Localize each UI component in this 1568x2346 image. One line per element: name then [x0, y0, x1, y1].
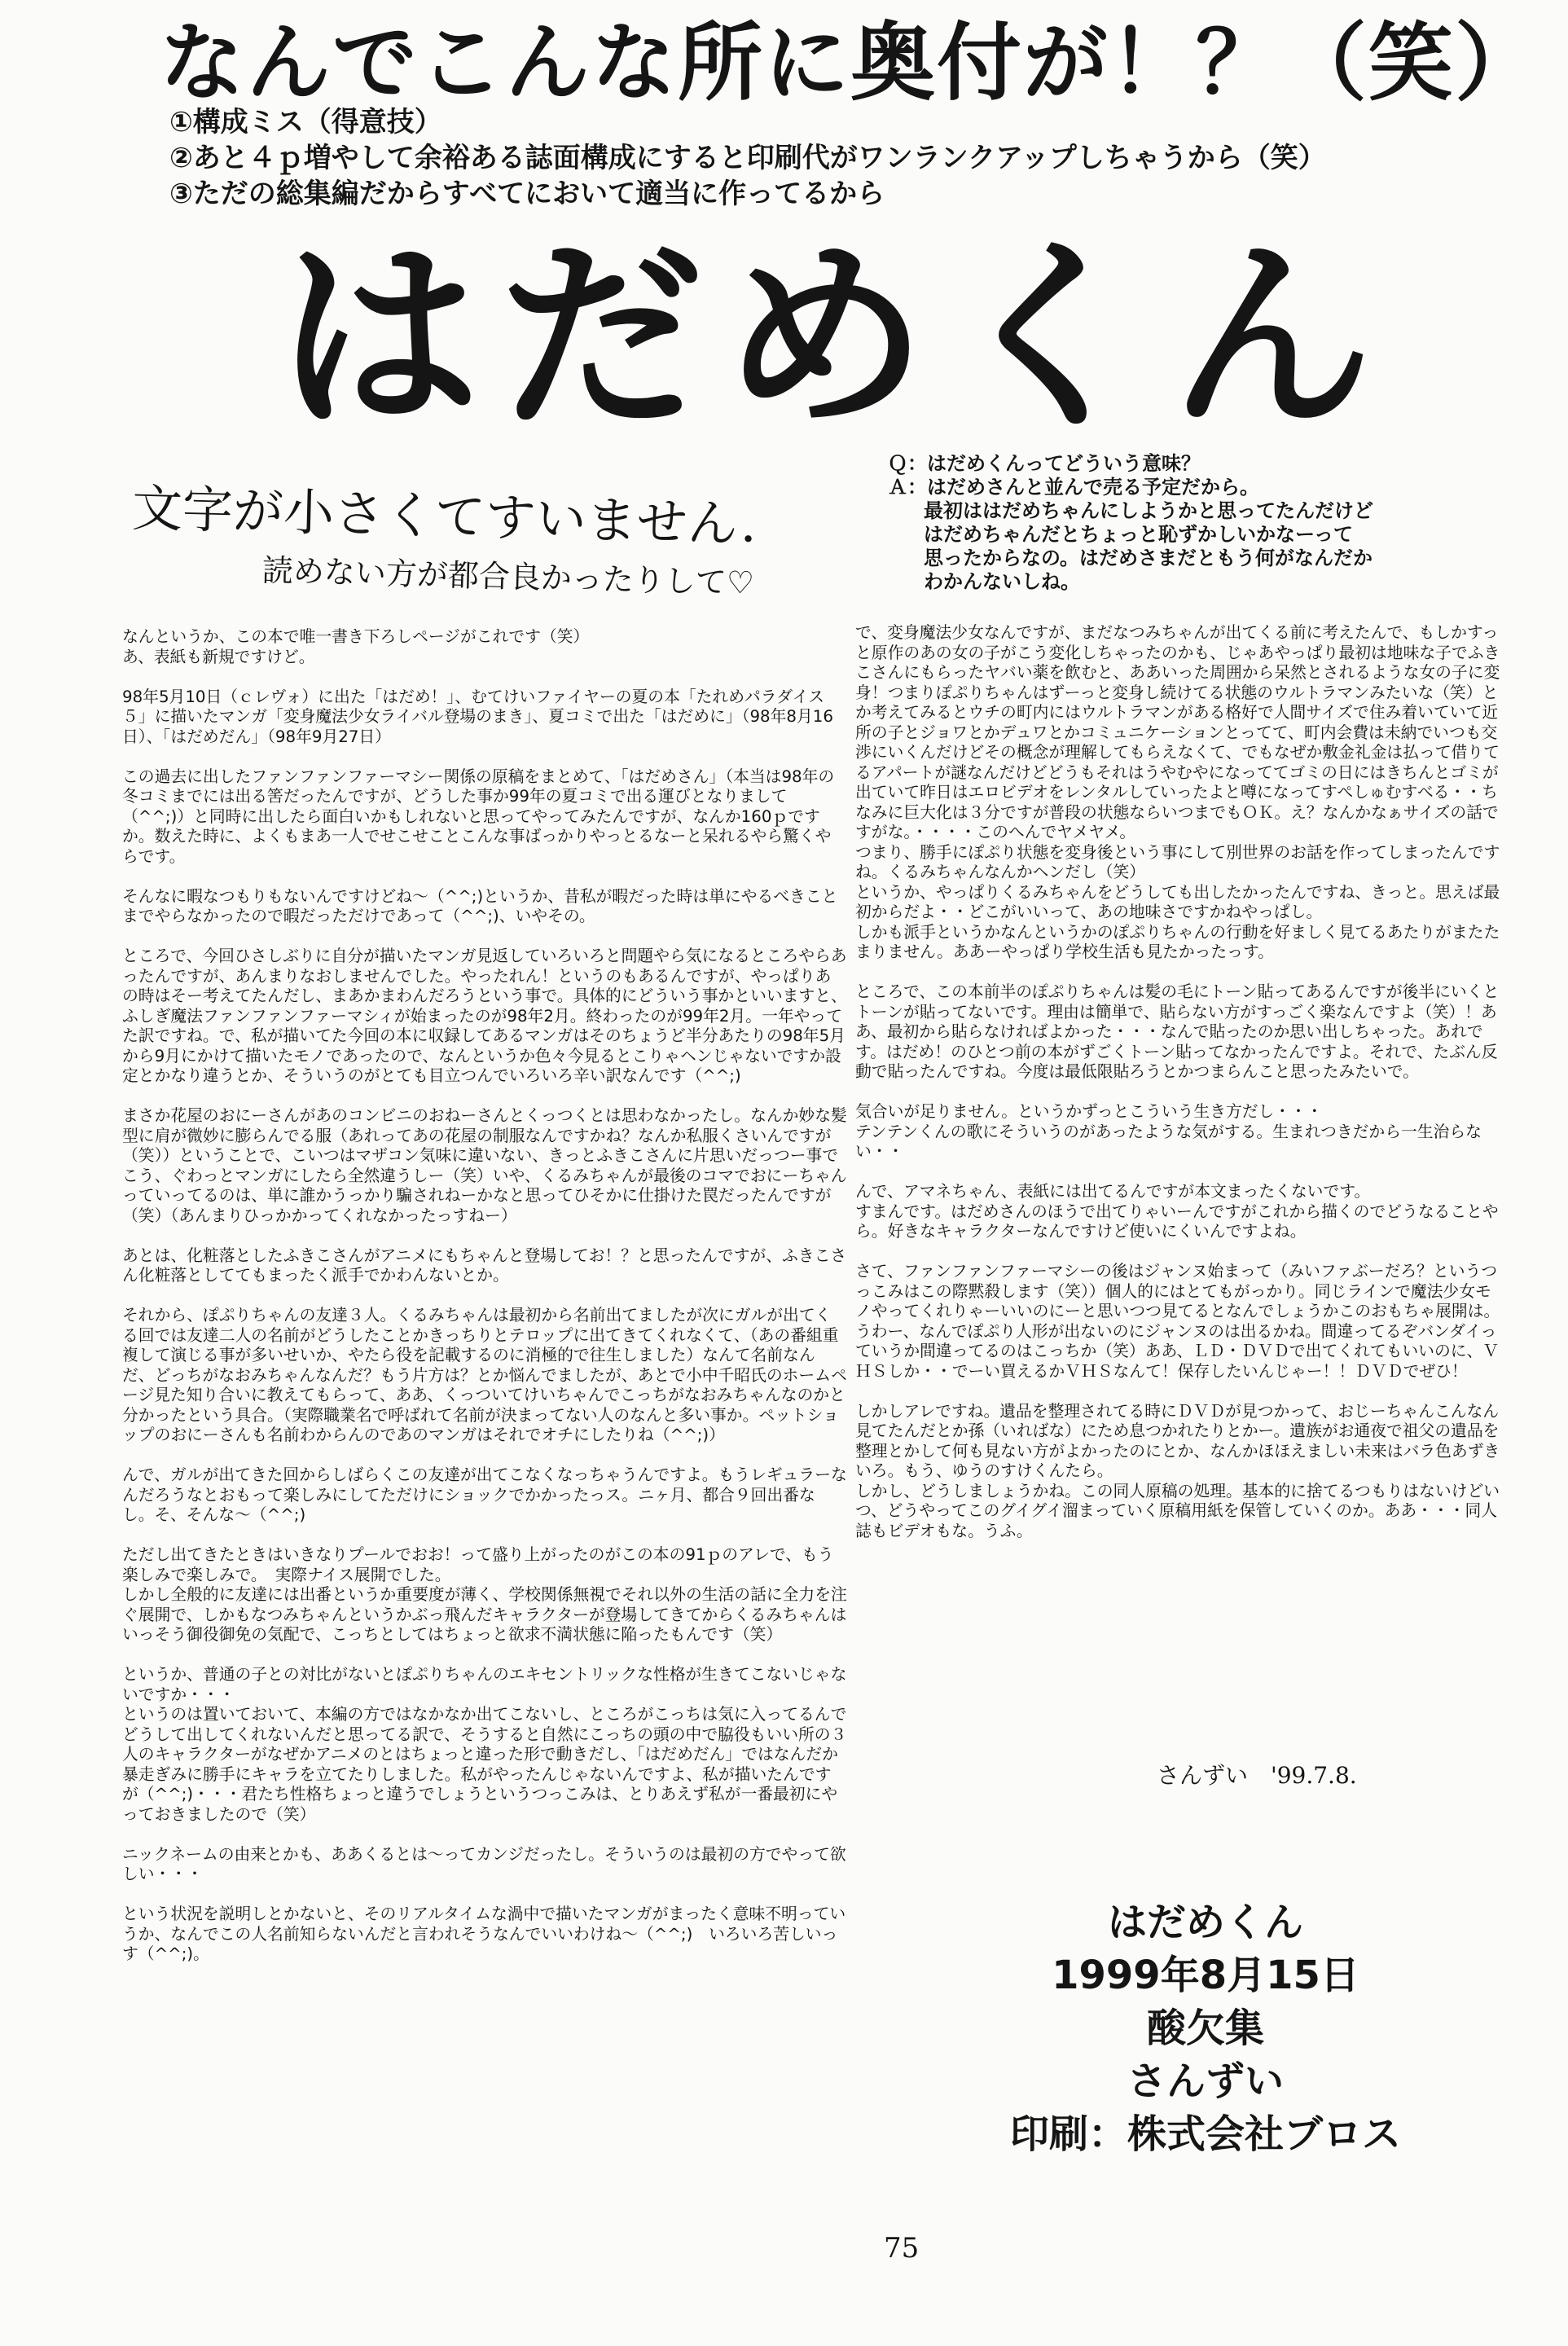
colophon-printer: 印刷：株式会社ブロス — [1009, 2111, 1401, 2157]
handwritten-line: 文字が小さくてすいません． — [131, 478, 793, 556]
paragraph: 98年5月10日（ｃレヴォ）に出た「はだめ！」、むてけいファイヤーの夏の本「たれめパラダイス５」に描いたマンガ「変身魔法少女ライバル登場のまき」、夏コミで出た「はだめに」（98年8月16日）、「はだめだん」（98年9月27日） — [122, 687, 833, 746]
reasons-list — [169, 104, 1489, 212]
paragraph: んで、アマネちゃん、表紙には出てるんですが本文まったくないです。 すまんです。はだめさんのほうで出てりゃいーんですがこれから描くのでどうなることやら。好きなキャラクターなんですけど使いにくいんですよね。 — [855, 1182, 1499, 1241]
left-column — [122, 627, 847, 1984]
big-title: はだめくん — [277, 219, 1393, 456]
qa-box — [888, 452, 1507, 594]
colophon-title: はだめくん — [1107, 1900, 1303, 1945]
paragraph: それから、ぽぷりちゃんの友達３人。くるみちゃんは最初から名前出てましたが次にガルが出てくる回では友達二人の名前がどうしたことかきっちりとテロップに出てきてくれなくて、（あの番組重複して演じる事が多いせいか、やたら役を記載するのに消極的で往生しました）なんて名前なんだ、どっちがなおみちゃんなんだ？もう片方は？とか悩んでましたが、あとで小中千昭氏のホームページ見た知り合いに教えてもらって、ああ、くっついてけいちゃんでこっちがなおみちゃんなのかと分かったという具合。（実際職業名で呼ばれて名前が決まってない人のなんと多い事か。ペットショップのおにーさんも名前わからんのであのマンガはそれでオチにしたりね（^^;)） — [122, 1306, 847, 1444]
colophon — [977, 1896, 1434, 2161]
paragraph: しかしアレですね。遺品を整理されてる時にＤＶＤが見つかって、おじーちゃんこんなん見てたんだとか孫（いればな）にため息つかれたりとかー。遺族がお通夜で祖父の遺品を整理とかして何も見ない方がよかったのにとか、なんかほほえましい未来はバラ色あずきいろ。もう、ゆうのすけくんたら。 しかし、どうしましょうかね。この同人原稿の処理。基本的に捨てるつもりはないけどいつ、どうやってこのグイグイ溜まっていく原稿用紙を保管していくのか。ああ・・・同人誌もビデオもな。うふ。 — [855, 1401, 1500, 1540]
headline: なんでこんな所に奥付が！？（笑） — [160, 13, 1542, 112]
qa-answer-line: わかんないしね。 — [924, 570, 1080, 593]
paragraph: なんというか、この本で唯一書き下ろしページがこれです（笑） あ、表紙も新規ですけど。 — [122, 627, 590, 666]
signature: さんずい '99.7.8. — [1157, 1762, 1357, 1789]
colophon-author: さんずい — [1127, 2058, 1284, 2104]
paragraph: さて、ファンファンファーマシーの後はジャンヌ始まって（みいファぶーだろ？というつっこみはこの際黙殺します（笑））個人的にはとてもがっかり。同じラインで魔法少女モノやってくれりゃーいいのにーと思いつつ見てるとなんでしょうかこのおもちゃ展開は。うわー、なんでぽぷり人形が出ないのにジャンヌのは出るかね。間違ってるぞバンダイっていうか間違ってるのはこっちか（笑）ああ、ＬＤ・ＤＶＤで出てくれてもいいのに、ＶＨＳしか・・でーい買えるかＶＨＳなんて！保存したいんじゃー！！ＤＶＤでぜひ！ — [855, 1262, 1500, 1381]
paragraph: ただし出てきたときはいきなりプールでおお！って盛り上がったのがこの本の91ｐのアレで、もう楽しみで楽しみで。 実際ナイス展開でした。 しかし全般的に友達には出番というか重要度が薄く、学校関係無視でそれ以外の生活の話に全力を注ぐ展開で、しかもなつみちゃんというかぶっ飛んだキャラクターが登場してきてからくるみちゃんはいっそう御役御免の気配で、こっちとしてはちょっと欲求不満状態に陥ったもんです（笑） — [122, 1545, 847, 1644]
page-number: 75 — [884, 2232, 920, 2265]
paragraph: あとは、化粧落としたふきこさんがアニメにもちゃんと登場してお！？と思ったんですが、ふきこさん化粧落としててもまったく派手でかわんないとか。 — [122, 1245, 847, 1285]
paragraph: ニックネームの由来とかも、ああくるとは～ってカンジだったし。そういうのは最初の方でやって欲しい・・・ — [122, 1844, 846, 1883]
paragraph: 気合いが足りません。というかずっとこういう生き方だし・・・ テンテンくんの歌にそういうのがあったような気がする。生まれつきだから一生治らない・・ — [855, 1102, 1482, 1161]
reason-item: ③ただの総集編だからすべてにおいて適当に作ってるから — [169, 178, 885, 210]
paragraph: そんなに暇なつもりもないんですけどね～（^^;)というか、昔私が暇だった時は単にやるべきことまでやらなかったので暇だっただけであって（^^;)、いやその。 — [122, 886, 838, 925]
right-column — [855, 623, 1507, 1562]
colophon-date: 1999年8月15日 — [1052, 1953, 1359, 1998]
paragraph: ところで、この本前半のぽぷりちゃんは髪の毛にトーン貼ってあるんですが後半にいくとトーンが貼ってないです。理由は簡単で、貼らない方がすっごく楽なんですよ（笑）！ああ、最初から貼らなければよかった・・・なんで貼ったのか思い出しちゃった。あれです。はだめ！のひとつ前の本がずごくトーン貼ってなかったんですよ。それで、たぶん反動で貼ったんですね。今度は最低限貼ろうとかつまらんこと思ったみたいで。 — [855, 982, 1500, 1081]
colophon-circle: 酸欠集 — [1146, 2006, 1264, 2051]
qa-answer-line: はだめちゃんだとちょっと恥ずかしいかなーって — [924, 523, 1354, 546]
paragraph: という状況を説明しとかないと、そのリアルタイムな渦中で描いたマンガがまったく意味不明っていうか、なんでこの人名前知らないんだと言われそうなんでいいわけね～（^^;) いろいろ苦しいっす（^^;)。 — [122, 1904, 846, 1963]
reason-item: ①構成ミス（得意技） — [169, 106, 442, 138]
qa-answer-line: Ａ：はだめさんと並んで売る予定だから。 — [888, 476, 1259, 499]
paragraph: ところで、今回ひさしぶりに自分が描いたマンガ見返していろいろと問題やら気になるところやらあったんですが、あんまりなおしませんでした。やったれん！というのもあるんですが、やっぱりあの時はそー考えてたんだし、まあかまわんだろうという事で。具体的にどういう事かといいますと、ふしぎ魔法ファンファンファーマシィが始まったのが98年2月。終わったのが99年2月。一年やってた訳ですね。で、私が描いてた今回の本に収録してあるマンガはそのちょうど半分あたりの98年5月から9月にかけて描いたモノであったので、なんというか色々今見るとこりゃヘンじゃないですか設定とかなり違うとか、そういうのがとても目立つんでいろいろ辛い訳なんです（^^;) — [122, 947, 847, 1085]
paragraph: この過去に出したファンファンファーマシー関係の原稿をまとめて、「はだめさん」（本当は98年の冬コミまでには出る筈だったんですが、どうした事か99年の夏コミで出る運びとなりまして（^^;)）と同時に出したら面白いかもしれないと思ってやってみたんですが、なんか160ｐですか。数えた時に、よくもまあ一人でせこせことこんな事ばっかりやっとるなーと呆れるやら驚くやらです。 — [122, 767, 835, 866]
reason-item: ②あと４ｐ増やして余裕ある誌面構成にすると印刷代がワンランクアップしちゃうから（笑） — [169, 142, 1326, 174]
qa-answer-line: 最初ははだめちゃんにしようかと思ってたんだけど — [924, 499, 1373, 522]
paragraph: というか、普通の子との対比がないとぽぷりちゃんのエキセントリックな性格が生きてこないじゃないですか・・・ というのは置いておいて、本編の方ではなかなか出てこないし、ところがこっちは気に入ってるんでどうして出してくれないんだと思ってる訳で、そうすると自然にこっちの頭の中で脇役もいい所の３人のキャラクターがなぜかアニメのとはちょっと違った形で動きだし、「はだめだん」ではなんだか暴走ぎみに勝手にキャラを立てたりしました。私がやったんじゃないんですよ、私が描いたんですが（^^;)・・・君たち性格ちょっと違うでしょうというつっこみは、とりあえず私が一番最初にやっておきましたので（笑） — [122, 1665, 847, 1824]
handwritten-note — [131, 477, 816, 601]
qa-question: Ｑ：はだめくんってどういう意味？ — [888, 452, 1201, 475]
paragraph: んで、ガルが出てきた回からしばらくこの友達が出てこなくなっちゃうんですよ。もうレギュラーなんだろうなとおもって楽しみにしてただけにショックでかかったっス。ニヶ月、都合９回出番なし。そ、そんな～（^^;) — [122, 1465, 847, 1524]
paragraph: まさか花屋のおにーさんがあのコンビニのおねーさんとくっつくとは思わなかったし。なんか妙な髪型に肩が微妙に膨らんでる服（あれってあの花屋の制服なんですかね？なんか私服くさいんですが（笑））ということで、こいつはマザコン気味に違いない、きっとふきこさんに片思いだっつー事でこう、ぐわっとマンガにしたら全然違うしー（笑）いや、くるみちゃんが最後のコマでおにーちゃんっていってるのは、単に誰かうっかり騙されねーかなと思ってひそかに仕掛けた罠だったんですが（笑）（あんまりひっかかってくれなかったっすねー） — [122, 1106, 847, 1225]
qa-answer-line: 思ったからなの。はだめさまだともう何がなんだか — [924, 547, 1373, 569]
handwritten-line: 読めない方が都合良かったりして♡ — [261, 552, 755, 601]
paragraph: で、変身魔法少女なんですが、まだなつみちゃんが出てくる前に考えたんで、もしかすっと原作のあの女の子がこう変化しちゃったのかも、じゃあやっぱり最初は地味な子でふきこさんにもらったヤバい薬を飲むと、ああいった周囲から呆然とされるような女の子に変身！つまりぽぷりちゃんはずーっと変身し続けてる状態のウルトラマンみたいな（笑）とか考えてみるとウチの町内にはウルトラマンがある格好で人間サイズで住み着いていて近所の子とジョワとかデュワとかコミュニケーションとってて、町内会費は未納でいつも交渉にいくんだけどその概念が理解してもらえなくて、でもなぜか敷金礼金は払って借りてるアパートが謎なんだけどどうもそれはうやむやになっててゴミの日にはきちんとゴミが出ていて昨日はエロビデオをレンタルしていったよと噂になってすぺしゅむすべる・・ちなみに巨大化は３分ですが普段の状態ならいつまでもＯＫ。え？なんかなぁサイズの話ですがな。・・・・このへんでヤメヤメ。 つまり、勝手にぽぷり状態を変身後という事にして別世界のお話を作ってしまったんですね。くるみちゃんなんかヘンだし（笑） というか、やっぱりくるみちゃんをどうしても出したかったんですね、きっと。思えば最初からだよ・・どこがいいって、あの地味さですかねやっぱし。 しかも派手というかなんというかのぽぷりちゃんの行動を好ましく見てるあたりがまたたまりません。ああーやっぱり学校生活も見たかったっす。 — [855, 623, 1500, 961]
